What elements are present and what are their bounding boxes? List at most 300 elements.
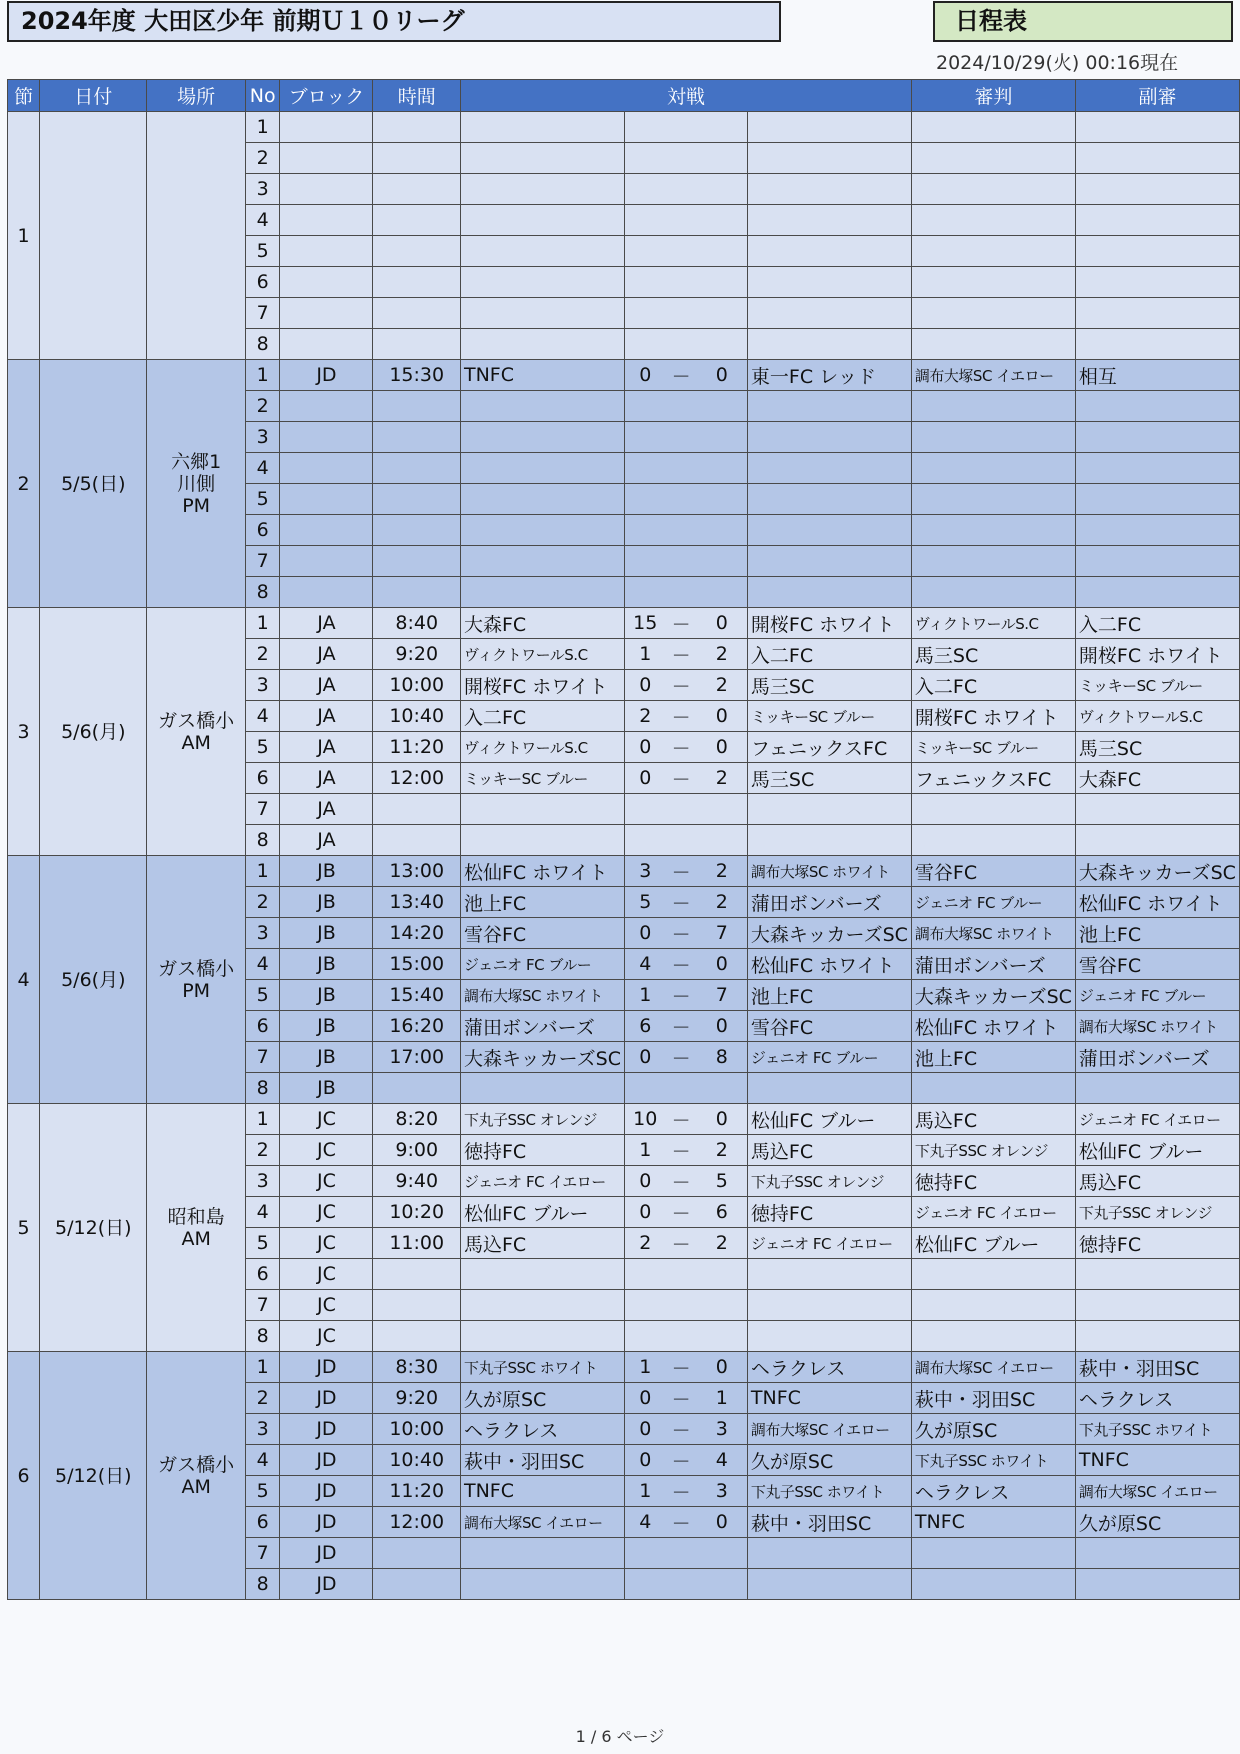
schedule-table	[7, 79, 1240, 1600]
away-score: 6	[697, 1197, 748, 1228]
referee	[911, 1538, 1075, 1569]
assistant-referee	[1075, 422, 1239, 453]
match-time	[373, 143, 461, 174]
match-no: 8	[245, 825, 280, 856]
match-block	[280, 484, 373, 515]
header-match: 対戦	[460, 80, 911, 112]
score-dash: －	[666, 1104, 697, 1135]
match-no: 1	[245, 856, 280, 887]
score-dash	[666, 1290, 697, 1321]
home-score: 0	[624, 1414, 665, 1445]
score-dash: －	[666, 1352, 697, 1383]
assistant-referee: 入二FC	[1075, 608, 1239, 639]
away-team	[747, 1538, 911, 1569]
home-team	[460, 825, 624, 856]
assistant-referee: 調布大塚SC ホワイト	[1075, 1011, 1239, 1042]
home-team: TNFC	[460, 360, 624, 391]
score-dash: －	[666, 1011, 697, 1042]
assistant-referee: 下丸子SSC オレンジ	[1075, 1197, 1239, 1228]
match-time: 17:00	[373, 1042, 461, 1073]
match-time: 16:20	[373, 1011, 461, 1042]
home-team: 調布大塚SC イエロー	[460, 1507, 624, 1538]
match-block: JD	[280, 1445, 373, 1476]
match-block: JD	[280, 1569, 373, 1600]
away-score	[697, 453, 748, 484]
away-team: 松仙FC ブルー	[747, 1104, 911, 1135]
assistant-referee	[1075, 174, 1239, 205]
home-team: ヴィクトワールS.C	[460, 732, 624, 763]
away-score: 8	[697, 1042, 748, 1073]
match-block	[280, 174, 373, 205]
away-score: 2	[697, 887, 748, 918]
away-score: 2	[697, 763, 748, 794]
home-score	[624, 205, 665, 236]
home-score: 1	[624, 639, 665, 670]
away-score: 0	[697, 1507, 748, 1538]
match-block: JB	[280, 949, 373, 980]
header-no: No	[245, 80, 280, 112]
match-block: JD	[280, 1507, 373, 1538]
away-score	[697, 174, 748, 205]
score-dash	[666, 484, 697, 515]
home-score	[624, 298, 665, 329]
referee: 馬込FC	[911, 1104, 1075, 1135]
match-block: JD	[280, 1352, 373, 1383]
away-team	[747, 484, 911, 515]
home-team	[460, 143, 624, 174]
assistant-referee	[1075, 329, 1239, 360]
match-block: JD	[280, 1476, 373, 1507]
away-score	[697, 1538, 748, 1569]
home-score: 3	[624, 856, 665, 887]
home-team: 大森FC	[460, 608, 624, 639]
score-dash	[666, 174, 697, 205]
referee: ミッキーSC ブルー	[911, 732, 1075, 763]
match-time: 12:00	[373, 763, 461, 794]
away-score: 5	[697, 1166, 748, 1197]
score-dash: －	[666, 1383, 697, 1414]
match-block	[280, 112, 373, 143]
match-block: JC	[280, 1197, 373, 1228]
match-time: 10:40	[373, 701, 461, 732]
away-team: 馬三SC	[747, 670, 911, 701]
assistant-referee	[1075, 267, 1239, 298]
match-block: JA	[280, 701, 373, 732]
home-team	[460, 298, 624, 329]
match-block	[280, 577, 373, 608]
round-venue: ガス橋小 PM	[147, 856, 246, 1104]
match-no: 3	[245, 174, 280, 205]
match-block: JA	[280, 608, 373, 639]
match-time: 13:00	[373, 856, 461, 887]
match-time: 14:20	[373, 918, 461, 949]
score-dash: －	[666, 360, 697, 391]
header-date: 日付	[40, 80, 147, 112]
assistant-referee: 雪谷FC	[1075, 949, 1239, 980]
assistant-referee: ミッキーSC ブルー	[1075, 670, 1239, 701]
match-time: 10:20	[373, 1197, 461, 1228]
referee: 萩中・羽田SC	[911, 1383, 1075, 1414]
assistant-referee: 下丸子SSC ホワイト	[1075, 1414, 1239, 1445]
home-score	[624, 143, 665, 174]
match-block: JC	[280, 1104, 373, 1135]
match-no: 7	[245, 1042, 280, 1073]
referee	[911, 546, 1075, 577]
score-dash: －	[666, 1414, 697, 1445]
score-dash: －	[666, 1445, 697, 1476]
home-team	[460, 1259, 624, 1290]
match-time: 9:00	[373, 1135, 461, 1166]
away-score	[697, 1290, 748, 1321]
match-block: JB	[280, 980, 373, 1011]
home-team: 萩中・羽田SC	[460, 1445, 624, 1476]
referee	[911, 267, 1075, 298]
match-time	[373, 267, 461, 298]
referee	[911, 1290, 1075, 1321]
match-time	[373, 1259, 461, 1290]
score-dash	[666, 1073, 697, 1104]
match-no: 3	[245, 1166, 280, 1197]
assistant-referee: 大森FC	[1075, 763, 1239, 794]
home-score: 0	[624, 1042, 665, 1073]
match-time	[373, 391, 461, 422]
referee	[911, 205, 1075, 236]
match-no: 3	[245, 670, 280, 701]
match-no: 5	[245, 732, 280, 763]
match-time	[373, 484, 461, 515]
score-dash	[666, 1538, 697, 1569]
assistant-referee: 馬込FC	[1075, 1166, 1239, 1197]
away-score	[697, 422, 748, 453]
home-score: 4	[624, 1507, 665, 1538]
score-dash	[666, 515, 697, 546]
match-block: JA	[280, 639, 373, 670]
header-time: 時間	[373, 80, 461, 112]
away-score: 0	[697, 608, 748, 639]
match-block	[280, 236, 373, 267]
match-block: JB	[280, 856, 373, 887]
score-dash: －	[666, 1476, 697, 1507]
home-score: 0	[624, 670, 665, 701]
away-score: 0	[697, 732, 748, 763]
assistant-referee: 蒲田ボンバーズ	[1075, 1042, 1239, 1073]
away-team	[747, 1290, 911, 1321]
referee	[911, 143, 1075, 174]
home-team: 雪谷FC	[460, 918, 624, 949]
round-group	[8, 112, 1240, 360]
round-venue: 昭和島 AM	[147, 1104, 246, 1352]
match-time: 8:40	[373, 608, 461, 639]
assistant-referee	[1075, 453, 1239, 484]
score-dash: －	[666, 856, 697, 887]
match-time	[373, 453, 461, 484]
home-team: 久が原SC	[460, 1383, 624, 1414]
home-team: ヘラクレス	[460, 1414, 624, 1445]
away-team: ジェニオ FC ブルー	[747, 1042, 911, 1073]
away-team	[747, 329, 911, 360]
referee: ジェニオ FC イエロー	[911, 1197, 1075, 1228]
match-time	[373, 577, 461, 608]
match-time: 8:20	[373, 1104, 461, 1135]
away-team: 久が原SC	[747, 1445, 911, 1476]
match-time: 15:30	[373, 360, 461, 391]
assistant-referee: 開桜FC ホワイト	[1075, 639, 1239, 670]
assistant-referee	[1075, 391, 1239, 422]
match-time: 9:20	[373, 1383, 461, 1414]
round-venue: ガス橋小 AM	[147, 1352, 246, 1600]
match-block	[280, 205, 373, 236]
home-team: 松仙FC ブルー	[460, 1197, 624, 1228]
match-no: 4	[245, 205, 280, 236]
home-team	[460, 794, 624, 825]
match-no: 1	[245, 360, 280, 391]
match-block: JB	[280, 1042, 373, 1073]
round-group	[8, 360, 1240, 608]
away-team: 調布大塚SC ホワイト	[747, 856, 911, 887]
score-dash: －	[666, 1042, 697, 1073]
match-no: 6	[245, 763, 280, 794]
score-dash	[666, 1259, 697, 1290]
header-venue: 場所	[147, 80, 246, 112]
referee: 入二FC	[911, 670, 1075, 701]
away-score	[697, 391, 748, 422]
referee: 久が原SC	[911, 1414, 1075, 1445]
away-team	[747, 422, 911, 453]
away-score: 2	[697, 670, 748, 701]
match-no: 5	[245, 1476, 280, 1507]
match-time	[373, 1073, 461, 1104]
away-score: 0	[697, 949, 748, 980]
away-score: 0	[697, 1104, 748, 1135]
referee: 馬三SC	[911, 639, 1075, 670]
referee	[911, 825, 1075, 856]
header-block: ブロック	[280, 80, 373, 112]
score-dash	[666, 453, 697, 484]
assistant-referee	[1075, 484, 1239, 515]
round-number: 1	[8, 112, 40, 360]
match-time	[373, 112, 461, 143]
match-time	[373, 329, 461, 360]
match-no: 7	[245, 1290, 280, 1321]
away-team: 蒲田ボンバーズ	[747, 887, 911, 918]
away-score	[697, 1259, 748, 1290]
home-team	[460, 422, 624, 453]
home-team: ヴィクトワールS.C	[460, 639, 624, 670]
away-team	[747, 794, 911, 825]
table-row	[8, 360, 1240, 391]
table-row	[8, 856, 1240, 887]
away-score: 7	[697, 980, 748, 1011]
home-team: ジェニオ FC ブルー	[460, 949, 624, 980]
match-time: 9:20	[373, 639, 461, 670]
referee	[911, 794, 1075, 825]
home-team: 徳持FC	[460, 1135, 624, 1166]
away-score	[697, 825, 748, 856]
home-score	[624, 1073, 665, 1104]
away-team: 馬三SC	[747, 763, 911, 794]
away-team	[747, 1569, 911, 1600]
match-block: JB	[280, 1073, 373, 1104]
away-score: 0	[697, 360, 748, 391]
assistant-referee: 松仙FC ブルー	[1075, 1135, 1239, 1166]
away-score	[697, 484, 748, 515]
home-score: 2	[624, 701, 665, 732]
score-dash: －	[666, 732, 697, 763]
home-team: ミッキーSC ブルー	[460, 763, 624, 794]
home-score: 4	[624, 949, 665, 980]
home-team	[460, 484, 624, 515]
assistant-referee: 調布大塚SC イエロー	[1075, 1476, 1239, 1507]
score-dash: －	[666, 918, 697, 949]
table-row	[8, 1104, 1240, 1135]
score-dash: －	[666, 887, 697, 918]
home-team: 調布大塚SC ホワイト	[460, 980, 624, 1011]
home-score	[624, 236, 665, 267]
home-team	[460, 1538, 624, 1569]
referee	[911, 1073, 1075, 1104]
away-team: 徳持FC	[747, 1197, 911, 1228]
away-score	[697, 205, 748, 236]
referee	[911, 577, 1075, 608]
match-no: 2	[245, 1135, 280, 1166]
away-score: 1	[697, 1383, 748, 1414]
home-team: 入二FC	[460, 701, 624, 732]
score-dash	[666, 205, 697, 236]
away-score	[697, 143, 748, 174]
assistant-referee	[1075, 515, 1239, 546]
match-time	[373, 422, 461, 453]
match-no: 4	[245, 1197, 280, 1228]
match-time	[373, 794, 461, 825]
round-group	[8, 1352, 1240, 1600]
referee: 大森キッカーズSC	[911, 980, 1075, 1011]
match-no: 6	[245, 267, 280, 298]
away-team: 調布大塚SC イエロー	[747, 1414, 911, 1445]
score-dash: －	[666, 1197, 697, 1228]
match-time: 10:00	[373, 670, 461, 701]
away-team	[747, 1259, 911, 1290]
away-team: ジェニオ FC イエロー	[747, 1228, 911, 1259]
assistant-referee	[1075, 1259, 1239, 1290]
score-dash: －	[666, 1166, 697, 1197]
away-score	[697, 1569, 748, 1600]
updated-timestamp: 2024/10/29(火) 00:16現在	[936, 52, 1179, 74]
match-no: 7	[245, 794, 280, 825]
match-no: 1	[245, 1104, 280, 1135]
home-score	[624, 1259, 665, 1290]
score-dash	[666, 794, 697, 825]
home-team	[460, 515, 624, 546]
home-score: 0	[624, 360, 665, 391]
match-time	[373, 1290, 461, 1321]
match-time: 8:30	[373, 1352, 461, 1383]
match-block	[280, 546, 373, 577]
match-time	[373, 515, 461, 546]
home-score: 0	[624, 1197, 665, 1228]
home-score	[624, 484, 665, 515]
assistant-referee	[1075, 825, 1239, 856]
assistant-referee	[1075, 1321, 1239, 1352]
home-team	[460, 236, 624, 267]
home-team	[460, 577, 624, 608]
away-team	[747, 391, 911, 422]
match-block	[280, 329, 373, 360]
away-score	[697, 1321, 748, 1352]
away-score: 0	[697, 1352, 748, 1383]
match-block: JA	[280, 763, 373, 794]
assistant-referee	[1075, 205, 1239, 236]
away-team	[747, 112, 911, 143]
away-score: 0	[697, 701, 748, 732]
away-team: 池上FC	[747, 980, 911, 1011]
match-block: JD	[280, 1383, 373, 1414]
referee: 徳持FC	[911, 1166, 1075, 1197]
referee	[911, 1259, 1075, 1290]
match-block: JA	[280, 670, 373, 701]
away-score	[697, 298, 748, 329]
score-dash	[666, 1321, 697, 1352]
assistant-referee: 相互	[1075, 360, 1239, 391]
home-team: 大森キッカーズSC	[460, 1042, 624, 1073]
match-time	[373, 1538, 461, 1569]
match-no: 5	[245, 236, 280, 267]
score-dash: －	[666, 1228, 697, 1259]
match-no: 7	[245, 298, 280, 329]
match-no: 7	[245, 546, 280, 577]
match-time	[373, 236, 461, 267]
match-no: 4	[245, 1445, 280, 1476]
home-score	[624, 329, 665, 360]
match-no: 1	[245, 1352, 280, 1383]
referee: 調布大塚SC ホワイト	[911, 918, 1075, 949]
away-score	[697, 329, 748, 360]
away-team	[747, 143, 911, 174]
round-date: 5/12(日)	[40, 1352, 147, 1600]
score-dash	[666, 825, 697, 856]
assistant-referee: 久が原SC	[1075, 1507, 1239, 1538]
table-header	[8, 80, 1240, 112]
away-team: 開桜FC ホワイト	[747, 608, 911, 639]
away-score: 3	[697, 1476, 748, 1507]
away-team: 萩中・羽田SC	[747, 1507, 911, 1538]
home-team	[460, 391, 624, 422]
match-time: 11:00	[373, 1228, 461, 1259]
match-no: 5	[245, 1228, 280, 1259]
match-time: 12:00	[373, 1507, 461, 1538]
home-score	[624, 1569, 665, 1600]
assistant-referee	[1075, 298, 1239, 329]
assistant-referee	[1075, 1569, 1239, 1600]
round-number: 6	[8, 1352, 40, 1600]
score-dash	[666, 422, 697, 453]
away-score	[697, 1073, 748, 1104]
away-score: 0	[697, 1011, 748, 1042]
home-score: 1	[624, 980, 665, 1011]
match-block: JC	[280, 1228, 373, 1259]
away-score: 4	[697, 1445, 748, 1476]
assistant-referee	[1075, 1073, 1239, 1104]
assistant-referee	[1075, 577, 1239, 608]
score-dash	[666, 267, 697, 298]
referee: 調布大塚SC イエロー	[911, 360, 1075, 391]
away-score: 2	[697, 1228, 748, 1259]
away-score	[697, 236, 748, 267]
away-team: 東一FC レッド	[747, 360, 911, 391]
match-no: 3	[245, 422, 280, 453]
match-block: JC	[280, 1321, 373, 1352]
home-team: 開桜FC ホワイト	[460, 670, 624, 701]
score-dash: －	[666, 670, 697, 701]
